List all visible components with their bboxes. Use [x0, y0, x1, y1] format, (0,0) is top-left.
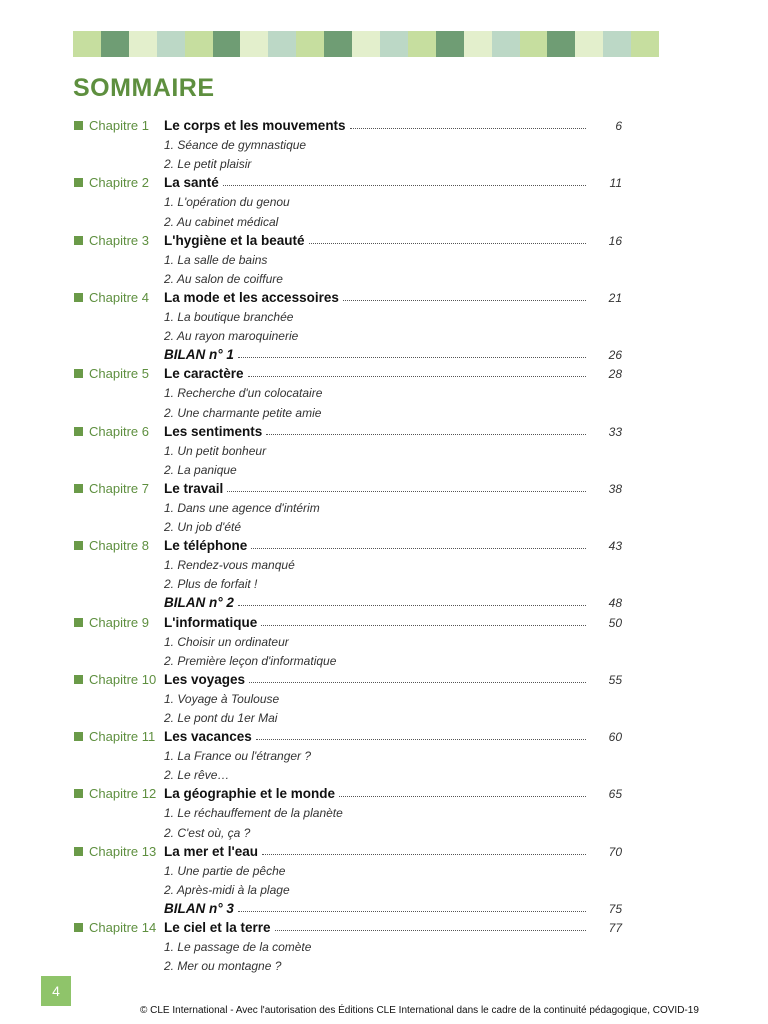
toc-subsection-row: [74, 133, 622, 152]
square-bullet-icon: [74, 732, 83, 741]
toc-subsection-row: [74, 954, 622, 973]
page-ref: 50: [608, 615, 622, 630]
toc-subsection-row: [74, 801, 622, 820]
chapter-number: Chapitre 4: [89, 289, 149, 305]
toc-chapter-row: [74, 725, 622, 744]
toc-chapter-row: [74, 286, 622, 305]
stripe-block: [492, 31, 520, 57]
toc-subsection-row: [74, 935, 622, 954]
toc-chapter-row: [74, 362, 622, 381]
dot-leader: [339, 796, 586, 797]
page-ref: 65: [608, 787, 622, 802]
chapter-title: La géographie et le monde: [164, 786, 336, 802]
dot-leader: [238, 911, 586, 912]
dot-leader: [238, 605, 586, 606]
toc-subsection-row: [74, 763, 622, 782]
toc-subsection-row: [74, 553, 622, 572]
chapter-number: Chapitre 5: [89, 366, 149, 382]
page-ref: 77: [608, 921, 622, 936]
page-ref: 33: [608, 424, 622, 439]
chapter-label: [74, 672, 164, 687]
chapter-title: Les voyages: [164, 671, 246, 687]
toc-entry: [164, 481, 586, 496]
toc-subsection-row: [74, 400, 622, 419]
toc-subsection-title: 2. Plus de forfait !: [164, 577, 258, 592]
toc-entry: [164, 920, 586, 935]
square-bullet-icon: [74, 427, 83, 436]
toc-subsection-title: 1. La salle de bains: [164, 252, 268, 267]
toc-chapter-row: [74, 668, 622, 687]
stripe-block: [380, 31, 408, 57]
page-ref: 55: [608, 672, 622, 687]
toc-subsection-row: [74, 630, 622, 649]
chapter-label: [74, 366, 164, 381]
chapter-title: Le corps et les mouvements: [164, 118, 346, 134]
dot-leader: [227, 491, 586, 492]
toc-subsection-row: [74, 515, 622, 534]
dot-leader: [256, 739, 586, 740]
stripe-block: [408, 31, 436, 57]
toc-entry: [164, 424, 586, 439]
toc-subsection-title: 1. Le réchauffement de la planète: [164, 806, 343, 821]
chapter-title: Le caractère: [164, 366, 244, 382]
toc-subsection-row: [74, 267, 622, 286]
page-ref: 70: [608, 844, 622, 859]
toc-bilan-row: [74, 343, 622, 362]
stripe-block: [603, 31, 631, 57]
toc-chapter-row: [74, 534, 622, 553]
chapter-number: Chapitre 12: [89, 786, 157, 802]
toc-entry: [164, 366, 586, 381]
toc-subsection-title: 1. Rendez-vous manqué: [164, 558, 295, 573]
toc-entry: [164, 786, 586, 801]
chapter-title: L'informatique: [164, 614, 258, 630]
square-bullet-icon: [74, 847, 83, 856]
chapter-title: La santé: [164, 175, 219, 191]
stripe-block: [268, 31, 296, 57]
chapter-number: Chapitre 1: [89, 118, 149, 134]
toc-subsection-title: 1. Voyage à Toulouse: [164, 691, 280, 706]
square-bullet-icon: [74, 369, 83, 378]
toc-subsection-row: [74, 572, 622, 591]
square-bullet-icon: [74, 484, 83, 493]
page-ref: 16: [608, 233, 622, 248]
chapter-title: L'hygiène et la beauté: [164, 232, 305, 248]
dot-leader: [275, 930, 586, 931]
chapter-title: Le travail: [164, 480, 224, 496]
dot-leader: [343, 300, 586, 301]
toc-subsection-title: 1. L'opération du genou: [164, 195, 290, 210]
square-bullet-icon: [74, 236, 83, 245]
chapter-title: Les sentiments: [164, 423, 263, 439]
toc-chapter-row: [74, 229, 622, 248]
toc-subsection-title: 1. Un petit bonheur: [164, 443, 267, 458]
toc-chapter-row: [74, 916, 622, 935]
chapter-label: [74, 481, 164, 496]
chapter-number: Chapitre 11: [89, 729, 156, 745]
chapter-label: [74, 615, 164, 630]
table-of-contents: [74, 114, 622, 973]
chapter-title: Le ciel et la terre: [164, 920, 271, 936]
page-ref: 26: [608, 348, 622, 363]
toc-subsection-title: 1. Une partie de pêche: [164, 863, 286, 878]
decorative-color-stripe: [73, 31, 659, 57]
stripe-block: [73, 31, 101, 57]
chapter-number: Chapitre 14: [89, 920, 157, 936]
toc-entry: [164, 118, 586, 133]
page-ref: 11: [609, 176, 622, 191]
bilan-title: BILAN n° 1: [164, 347, 234, 363]
toc-chapter-row: [74, 610, 622, 629]
square-bullet-icon: [74, 293, 83, 302]
chapter-label: [74, 844, 164, 859]
stripe-block: [296, 31, 324, 57]
toc-subsection-title: 1. Dans une agence d'intérim: [164, 500, 320, 515]
toc-subsection-row: [74, 458, 622, 477]
toc-entry: [164, 595, 586, 610]
toc-subsection-row: [74, 439, 622, 458]
toc-subsection-title: 1. Séance de gymnastique: [164, 138, 307, 153]
toc-subsection-title: 1. Le passage de la comète: [164, 940, 312, 955]
dot-leader: [266, 434, 586, 435]
square-bullet-icon: [74, 618, 83, 627]
toc-chapter-row: [74, 477, 622, 496]
toc-subsection-row: [74, 744, 622, 763]
toc-subsection-row: [74, 878, 622, 897]
toc-subsection-title: 2. Au rayon maroquinerie: [164, 329, 299, 344]
bilan-title: BILAN n° 2: [164, 595, 234, 611]
page-ref: 43: [608, 539, 622, 554]
chapter-number: Chapitre 9: [89, 614, 149, 630]
dot-leader: [262, 854, 586, 855]
chapter-number: Chapitre 13: [89, 843, 157, 859]
toc-subsection-row: [74, 859, 622, 878]
square-bullet-icon: [74, 121, 83, 130]
chapter-title: Les vacances: [164, 729, 252, 745]
toc-entry: [164, 901, 586, 916]
toc-subsection-row: [74, 152, 622, 171]
stripe-block: [464, 31, 492, 57]
toc-entry: [164, 844, 586, 859]
dot-leader: [309, 243, 587, 244]
toc-subsection-title: 1. La boutique branchée: [164, 310, 294, 325]
toc-subsection-title: 2. La panique: [164, 462, 237, 477]
toc-chapter-row: [74, 420, 622, 439]
toc-subsection-row: [74, 649, 622, 668]
toc-subsection-title: 2. Le petit plaisir: [164, 157, 252, 172]
chapter-label: [74, 424, 164, 439]
toc-subsection-row: [74, 820, 622, 839]
stripe-block: [520, 31, 548, 57]
chapter-label: [74, 233, 164, 248]
dot-leader: [248, 376, 586, 377]
chapter-title: La mode et les accessoires: [164, 289, 339, 305]
stripe-block: [213, 31, 241, 57]
stripe-block: [631, 31, 659, 57]
toc-bilan-row: [74, 591, 622, 610]
bilan-title: BILAN n° 3: [164, 900, 234, 916]
toc-subsection-title: 2. C'est où, ça ?: [164, 825, 251, 840]
toc-chapter-row: [74, 782, 622, 801]
toc-entry: [164, 538, 586, 553]
chapter-number: Chapitre 2: [89, 175, 149, 191]
chapter-label: [74, 786, 164, 801]
page-ref: 75: [608, 901, 622, 916]
chapter-title: La mer et l'eau: [164, 843, 258, 859]
square-bullet-icon: [74, 541, 83, 550]
toc-subsection-title: 2. Une charmante petite amie: [164, 405, 322, 420]
toc-subsection-title: 1. Recherche d'un colocataire: [164, 386, 323, 401]
toc-subsection-row: [74, 496, 622, 515]
toc-chapter-row: [74, 840, 622, 859]
page-ref: 21: [608, 290, 622, 305]
chapter-label: [74, 729, 164, 744]
toc-subsection-title: 2. Au salon de coiffure: [164, 271, 283, 286]
stripe-block: [101, 31, 129, 57]
toc-chapter-row: [74, 171, 622, 190]
stripe-block: [547, 31, 575, 57]
toc-entry: [164, 175, 586, 190]
toc-bilan-row: [74, 897, 622, 916]
page-number-badge: 4: [41, 976, 71, 1006]
toc-entry: [164, 615, 586, 630]
stripe-block: [240, 31, 268, 57]
toc-subsection-title: 2. Après-midi à la plage: [164, 882, 290, 897]
toc-subsection-title: 1. Choisir un ordinateur: [164, 634, 289, 649]
toc-subsection-title: 2. Le pont du 1er Mai: [164, 711, 278, 725]
chapter-number: Chapitre 3: [89, 232, 149, 248]
dot-leader: [249, 682, 586, 683]
chapter-label: [74, 118, 164, 133]
square-bullet-icon: [74, 923, 83, 932]
chapter-number: Chapitre 10: [89, 671, 157, 687]
chapter-number: Chapitre 8: [89, 538, 149, 554]
toc-entry: [164, 233, 586, 248]
stripe-block: [575, 31, 603, 57]
toc-entry: [164, 290, 586, 305]
dot-leader: [238, 357, 586, 358]
page-ref: 6: [615, 119, 622, 134]
toc-subsection-row: [74, 324, 622, 343]
page-title: SOMMAIRE: [73, 74, 215, 102]
stripe-block: [352, 31, 380, 57]
dot-leader: [251, 548, 586, 549]
stripe-block: [185, 31, 213, 57]
square-bullet-icon: [74, 789, 83, 798]
page-ref: 60: [608, 730, 622, 745]
chapter-title: Le téléphone: [164, 538, 248, 554]
square-bullet-icon: [74, 178, 83, 187]
chapter-label: [74, 538, 164, 553]
chapter-label: [74, 175, 164, 190]
toc-subsection-row: [74, 248, 622, 267]
dot-leader: [261, 625, 586, 626]
square-bullet-icon: [74, 675, 83, 684]
toc-subsection-row: [74, 381, 622, 400]
copyright-footer: © CLE International - Avec l'autorisation des Éditions CLE International dans le cadre de la continuité pédagogique, COVID-19: [140, 1005, 699, 1016]
chapter-number: Chapitre 7: [89, 480, 149, 496]
toc-subsection-row: [74, 209, 622, 228]
stripe-block: [324, 31, 352, 57]
stripe-block: [436, 31, 464, 57]
toc-subsection-title: 2. Mer ou montagne ?: [164, 959, 282, 974]
stripe-block: [129, 31, 157, 57]
toc-subsection-title: 2. Première leçon d'informatique: [164, 653, 337, 668]
dot-leader: [223, 185, 586, 186]
toc-subsection-title: 2. Au cabinet médical: [164, 214, 279, 229]
stripe-block: [157, 31, 185, 57]
toc-subsection-row: [74, 706, 622, 725]
toc-entry: [164, 672, 586, 687]
page-ref: 48: [608, 596, 622, 611]
toc-entry: [164, 729, 586, 744]
dot-leader: [350, 128, 586, 129]
page-ref: 28: [608, 367, 622, 382]
toc-subsection-row: [74, 190, 622, 209]
toc-subsection-row: [74, 687, 622, 706]
toc-subsection-title: 2. Le rêve…: [164, 768, 230, 783]
toc-subsection-title: 2. Un job d'été: [164, 520, 242, 535]
chapter-label: [74, 290, 164, 305]
toc-subsection-title: 1. La France ou l'étranger ?: [164, 749, 312, 764]
toc-chapter-row: [74, 114, 622, 133]
chapter-label: [74, 920, 164, 935]
toc-entry: [164, 347, 586, 362]
toc-subsection-row: [74, 305, 622, 324]
page-ref: 38: [608, 481, 622, 496]
chapter-number: Chapitre 6: [89, 423, 149, 439]
